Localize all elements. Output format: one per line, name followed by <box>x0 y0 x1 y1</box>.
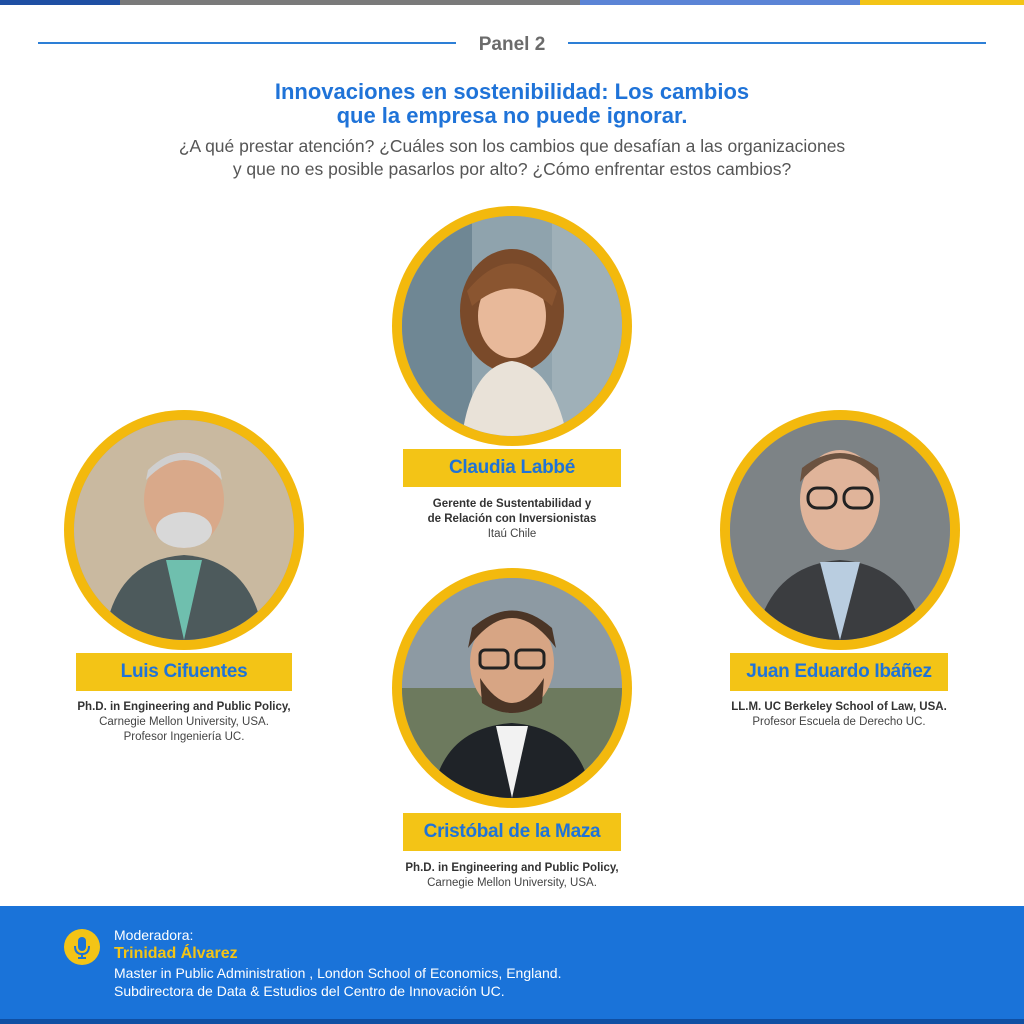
moderator-footer <box>0 906 1024 1024</box>
speaker-info-luis <box>34 700 334 745</box>
speaker-title: de Relación con Inversionistas <box>427 513 597 525</box>
speaker-name-cristobal: Cristóbal de la Maza <box>403 813 621 851</box>
speaker-info-cristobal <box>362 861 662 891</box>
speaker-degree: Ph.D. in Engineering and Public Policy, <box>405 862 619 874</box>
top-color-strip <box>0 0 1024 5</box>
speaker-university: Carnegie Mellon University, USA. <box>99 716 269 728</box>
speaker-info-claudia <box>362 497 662 542</box>
speaker-info-juan <box>689 700 989 730</box>
question-line-2: y que no es posible pasarlos por alto? ¿Cómo enfrentar estos cambios? <box>232 159 792 179</box>
speaker-photo-luis <box>74 420 294 640</box>
speaker-degree: Ph.D. in Engineering and Public Policy, <box>77 701 291 713</box>
moderator-label: Moderadora: <box>114 927 194 943</box>
headline-line-2: que la empresa no puede ignorar. <box>336 103 688 128</box>
moderator-degree: Master in Public Administration , London School of Economics, England. <box>114 965 562 981</box>
panel-label: Panel 2 <box>478 34 546 55</box>
microphone-icon <box>64 929 100 965</box>
footer-bottom-bar <box>0 1019 1024 1024</box>
panel-questions <box>0 135 1024 181</box>
speaker-role: Profesor Escuela de Derecho UC. <box>752 716 926 728</box>
moderator-name: Trinidad Álvarez <box>114 945 238 962</box>
moderator-info <box>114 926 561 1000</box>
speaker-degree: LL.M. UC Berkeley School of Law, USA. <box>731 701 947 713</box>
question-line-1: ¿A qué prestar atención? ¿Cuáles son los cambios que desafían a las organizaciones <box>178 136 846 156</box>
panel-headline <box>0 80 1024 128</box>
speaker-title: Gerente de Sustentabilidad y <box>432 498 592 510</box>
speaker-role: Profesor Ingeniería UC. <box>123 731 245 743</box>
speaker-university: Carnegie Mellon University, USA. <box>427 877 597 889</box>
headline-line-1: Innovaciones en sostenibilidad: Los cambios <box>274 79 750 104</box>
speaker-photo-claudia <box>402 216 622 436</box>
speaker-name-luis: Luis Cifuentes <box>76 653 292 691</box>
speaker-name-claudia: Claudia Labbé <box>403 449 621 487</box>
moderator-role: Subdirectora de Data & Estudios del Centro de Innovación UC. <box>114 983 505 999</box>
speaker-name-juan: Juan Eduardo Ibáñez <box>730 653 948 691</box>
speaker-photo-cristobal <box>402 578 622 798</box>
speaker-photo-juan <box>730 420 950 640</box>
speaker-org: Itaú Chile <box>487 528 537 540</box>
